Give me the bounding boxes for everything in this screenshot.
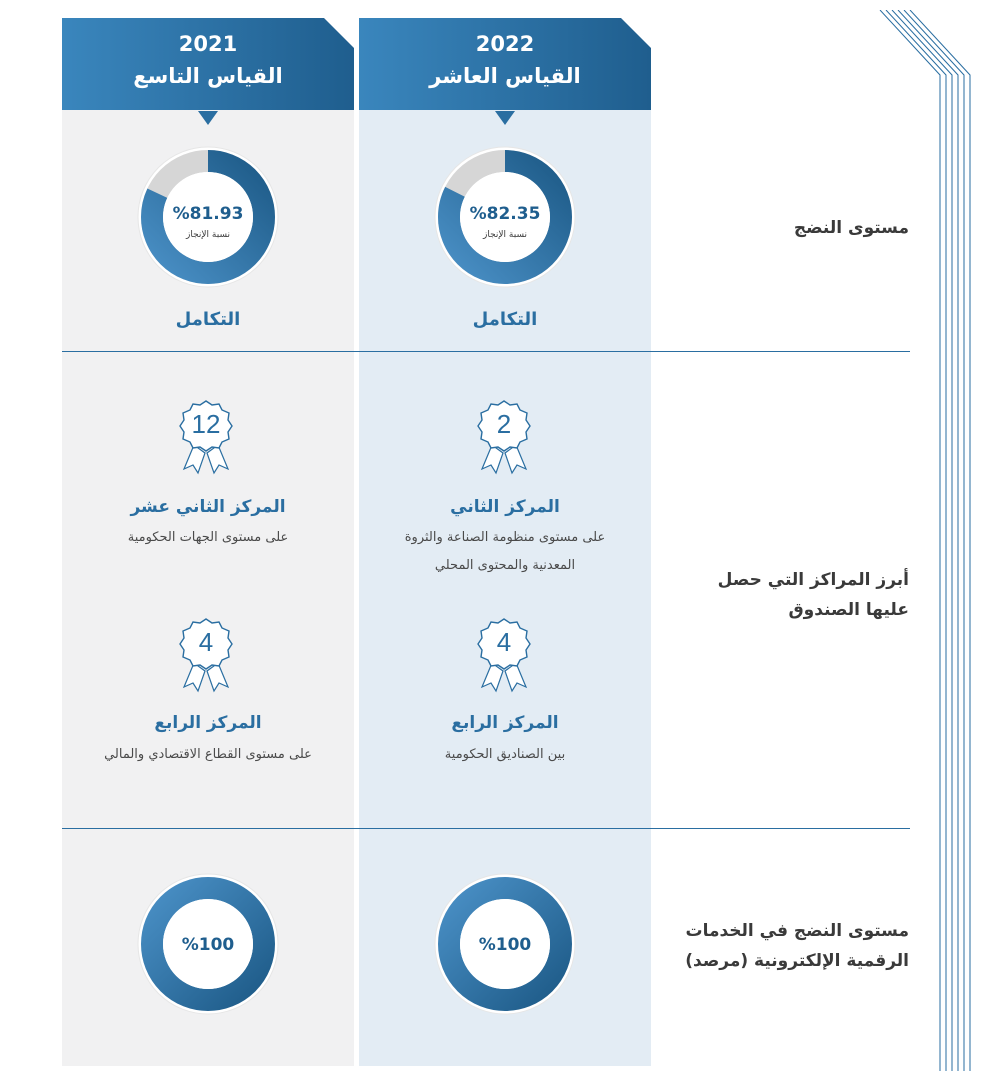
marsad-percentage: %100 <box>181 935 235 955</box>
marsad-donut-2021 <box>137 873 279 1015</box>
maturity-donut-2022 <box>434 146 576 288</box>
rank-title: المركز الرابع <box>154 713 262 733</box>
row-divider <box>62 828 910 829</box>
achievement-label: نسبة الإنجاز <box>483 230 527 240</box>
rank-description: على مستوى الجهات الحكومية <box>127 530 289 545</box>
header-name: القياس التاسع <box>133 64 283 88</box>
rank-title: المركز الثاني عشر <box>130 497 286 517</box>
row-label-line: مستوى النضج في الخدمات <box>685 921 909 941</box>
rank-number: 4 <box>198 627 214 657</box>
rank-description: على مستوى منظومة الصناعة والثروة <box>404 530 606 545</box>
header-pointer-2022 <box>495 111 515 125</box>
rank-number: 4 <box>496 627 512 657</box>
rank-badge-icon <box>474 617 534 695</box>
decorative-lines <box>860 10 990 1071</box>
rank-badge-icon <box>176 617 236 695</box>
row-label-line: أبرز المراكز التي حصل <box>717 570 909 590</box>
header-year: 2022 <box>475 32 535 56</box>
rank-description: على مستوى القطاع الاقتصادي والمالي <box>104 747 312 762</box>
header-year: 2021 <box>178 32 238 56</box>
achievement-label: نسبة الإنجاز <box>186 230 230 240</box>
maturity-percentage: %82.35 <box>469 204 541 224</box>
maturity-percentage: %81.93 <box>172 204 244 224</box>
row-label-line: الرقمية الإلكترونية (مرصد) <box>685 951 909 971</box>
maturity-level-2022: التكامل <box>472 309 538 330</box>
row-label-maturity: مستوى النضج <box>793 218 909 238</box>
header-name: القياس العاشر <box>429 64 581 88</box>
rank-number: 2 <box>496 409 512 439</box>
rank-description: بين الصناديق الحكومية <box>444 747 566 762</box>
marsad-percentage: %100 <box>478 935 532 955</box>
header-pointer-2021 <box>198 111 218 125</box>
rank-badge-icon <box>176 399 236 477</box>
column-header-2021 <box>62 18 354 110</box>
row-label-line: عليها الصندوق <box>788 600 909 620</box>
rank-number: 12 <box>191 409 221 439</box>
rank-title: المركز الثاني <box>450 497 560 517</box>
row-divider <box>62 351 910 352</box>
marsad-donut-2022 <box>434 873 576 1015</box>
rank-badge-icon <box>474 399 534 477</box>
rank-title: المركز الرابع <box>451 713 559 733</box>
column-header-2022 <box>359 18 651 110</box>
maturity-donut-2021 <box>137 146 279 288</box>
maturity-level-2021: التكامل <box>175 309 241 330</box>
rank-description: المعدنية والمحتوى المحلي <box>434 558 576 573</box>
